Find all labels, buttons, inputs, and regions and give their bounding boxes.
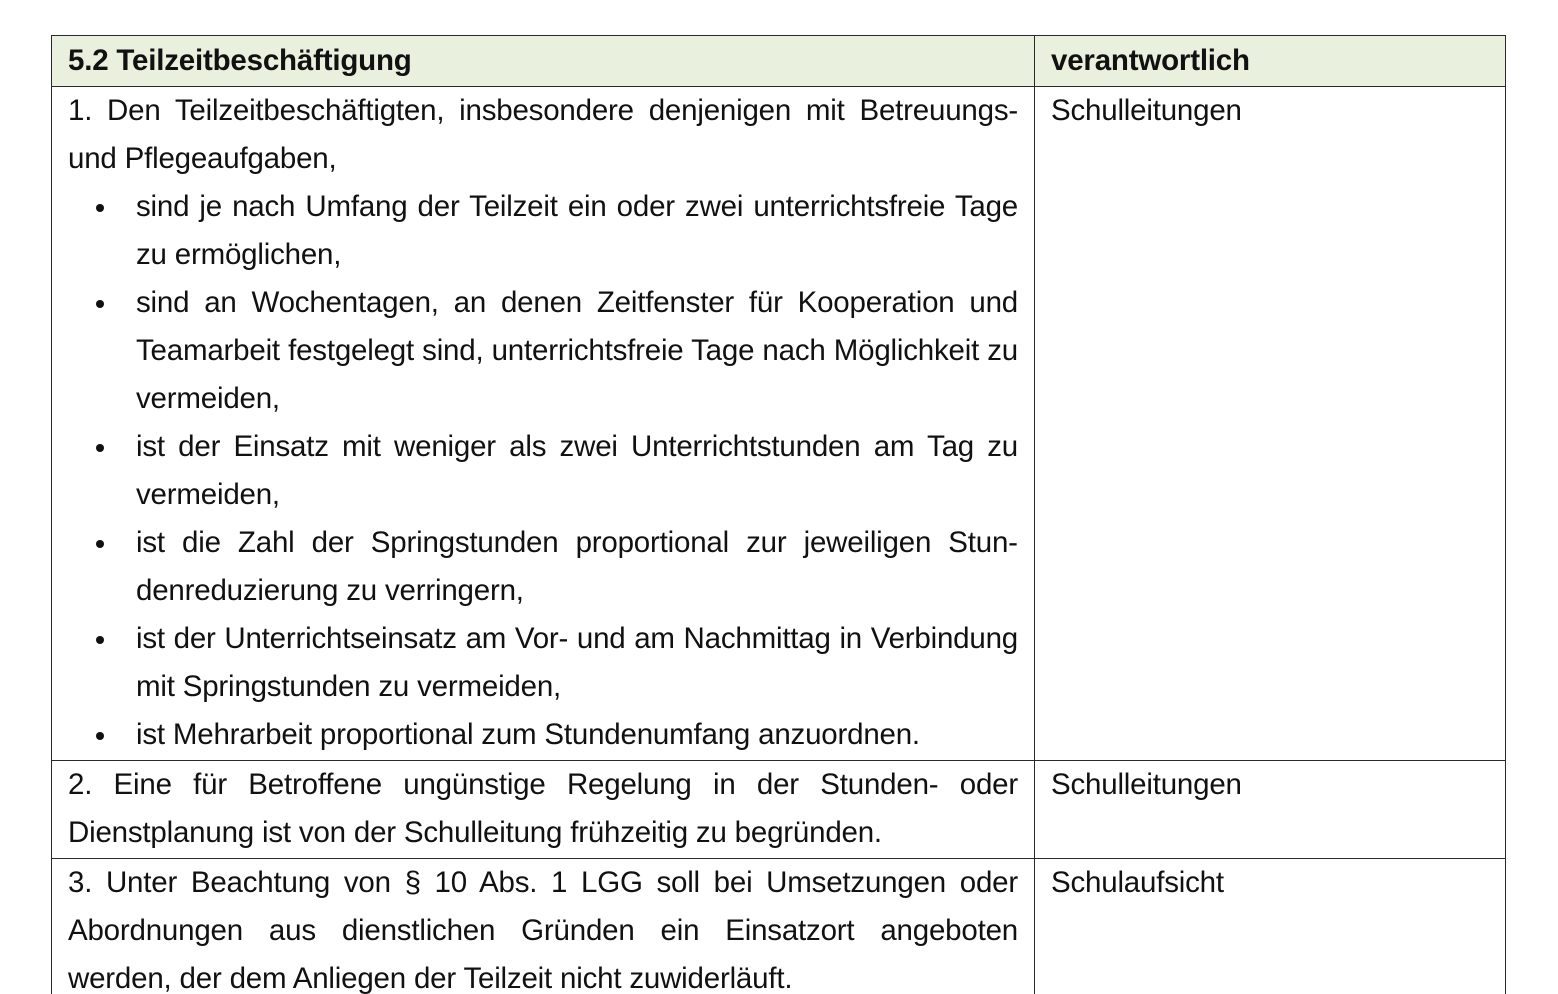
table-row <box>52 87 1506 761</box>
responsible-cell <box>1035 761 1506 859</box>
responsible-text: Schulleitungen <box>1051 94 1242 127</box>
list-item <box>68 615 1018 711</box>
measure-cell <box>52 859 1035 994</box>
list-item <box>68 423 1018 519</box>
responsible-text: Schulaufsicht <box>1051 866 1224 899</box>
bullet-text: ist die Zahl der Springstunden proportional zur jeweiligen Stundenreduzierung zu verringern, <box>136 526 1018 607</box>
bullet-icon <box>96 444 104 452</box>
responsible-cell <box>1035 87 1506 761</box>
measures-table <box>51 35 1506 994</box>
measure-intro: 1. Den Teilzeitbeschäftigten, insbesondere denjenigen mit Betreuungs- und Pflegeaufgaben, <box>68 94 1018 175</box>
bullet-text: ist Mehrarbeit proportional zum Stundenumfang anzuordnen. <box>136 718 920 751</box>
measure-cell <box>52 761 1035 859</box>
bullet-text: ist der Einsatz mit weniger als zwei Unterrichtstunden am Tag zu vermeiden, <box>136 430 1018 511</box>
responsible-column-header: verantwortlich <box>1035 36 1506 87</box>
bullet-icon <box>96 204 104 212</box>
responsible-text: Schulleitungen <box>1051 768 1242 801</box>
measure-bullet-list <box>68 183 1018 759</box>
measure-text: 2. Eine für Betroffene ungünstige Regelung in der Stunden- oder Dienstplanung ist von der Schulleitung frühzeitig zu begründen. <box>68 768 1018 849</box>
measure-cell <box>52 87 1035 761</box>
bullet-icon <box>96 300 104 308</box>
table-header-row <box>52 36 1506 87</box>
responsible-cell <box>1035 859 1506 994</box>
bullet-text: sind je nach Umfang der Teilzeit ein oder zwei unterrichtsfreie Tage zu ermöglichen, <box>136 190 1018 271</box>
list-item <box>68 279 1018 423</box>
bullet-text: ist der Unterrichtseinsatz am Vor- und am Nachmittag in Verbindung mit Springstunden zu vermeiden, <box>136 622 1018 703</box>
bullet-icon <box>96 732 104 740</box>
list-item <box>68 519 1018 615</box>
bullet-text: sind an Wochentagen, an denen Zeitfenster für Kooperation und Teamarbeit festgelegt sind, unterrichtsfreie Tage nach Möglichkeit zu vermeiden, <box>136 286 1018 415</box>
section-title: 5.2 Teilzeitbeschäftigung <box>52 36 1035 87</box>
bullet-icon <box>96 636 104 644</box>
table-row <box>52 859 1506 994</box>
list-item <box>68 183 1018 279</box>
measure-text: 3. Unter Beachtung von § 10 Abs. 1 LGG soll bei Umsetzungen oder Abordnungen aus dienstlichen Gründen ein Einsatzort angeboten werden, der dem Anliegen der Teilzeit nicht zuwiderläuft. <box>68 866 1018 994</box>
list-item <box>68 711 1018 759</box>
table-row <box>52 761 1506 859</box>
bullet-icon <box>96 540 104 548</box>
